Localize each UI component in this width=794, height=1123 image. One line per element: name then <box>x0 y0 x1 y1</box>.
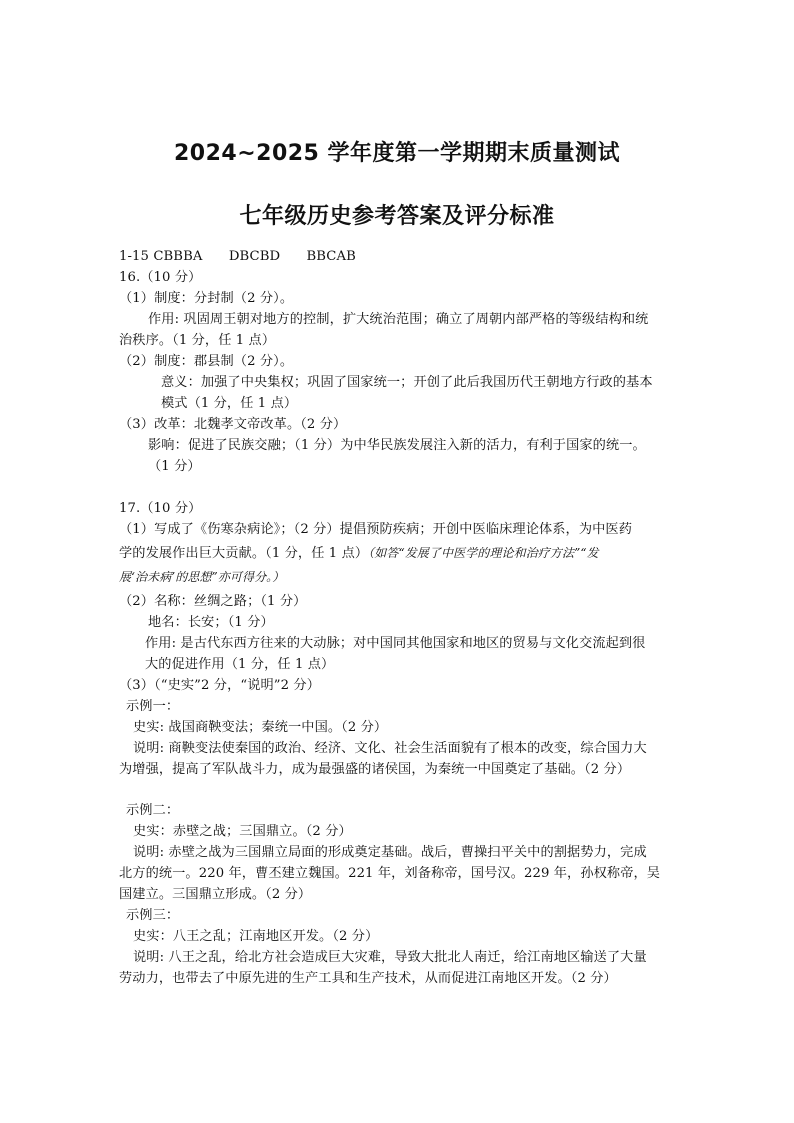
q17-header: 17.（10 分） <box>119 501 202 516</box>
example-2-label: 示例二： <box>126 803 180 818</box>
q16-part2-meaning-line1: 意义：加强了中央集权；巩固了国家统一；开创了此后我国历代王朝地方行政的基本 <box>161 375 653 390</box>
page-subtitle: 七年级历史参考答案及评分标准 <box>239 204 555 229</box>
mc-answers-line <box>119 250 356 263</box>
example-3-explain-line2: 劳动力，也带去了中原先进的生产工具和生产技术，从而促进江南地区开发。（2 分） <box>119 971 617 986</box>
q16-part3-answer: （3）改革：北魏孝文帝改革。（2 分） <box>119 417 347 432</box>
example-3-explain-line1: 说明: 八王之乱，给北方社会造成巨大灾难，导致大批北人南迁，给江南地区输送了大量 <box>133 950 647 965</box>
q16-part3-impact-line2: （1 分） <box>148 459 201 474</box>
example-2-fact: 史实：赤壁之战；三国鼎立。（2 分） <box>133 824 352 839</box>
example-1-fact: 史实: 战国商鞅变法；秦统一中国。（2 分） <box>133 720 388 735</box>
q17-part2-place: 地名：长安；（1 分） <box>148 615 274 630</box>
q17-part1-line1: （1）写成了《伤寒杂病论》；（2 分）提倡预防疾病；开创中医临床理论体系，为中医药 <box>119 522 632 537</box>
q17-part2-effect-line1: 作用: 是古代东西方往来的大动脉；对中国同其他国家和地区的贸易与文化交流起到很 <box>145 636 646 651</box>
q17-part1-note-line2: 展‘治未病’的思想”亦可得分。） <box>119 570 285 584</box>
example-1-explain-line2: 为增强，提高了军队战斗力，成为最强盛的诸侯国，为秦统一中国奠定了基础。（2 分） <box>119 762 631 777</box>
example-1-label: 示例一： <box>126 699 180 714</box>
q17-part1-line2-text: 学的发展作出巨大贡献。（1 分，任 1 点） <box>119 546 369 561</box>
mc-group-2: DBCBD <box>228 249 281 264</box>
mc-group-3: BBCAB <box>306 249 356 264</box>
page-title: 2024~2025 学年度第一学期期末质量测试 <box>173 141 621 166</box>
example-1-explain-line1: 说明: 商鞅变法使秦国的政治、经济、文化、社会生活面貌有了根本的改变，综合国力大 <box>133 741 647 756</box>
q16-part1-effect-line2: 治秩序。（1 分，任 1 点） <box>119 333 276 348</box>
example-2-explain-line1: 说明: 赤壁之战为三国鼎立局面的形成奠定基础。战后，曹操扫平关中的割据势力，完成 <box>133 845 647 860</box>
q17-part2-name: （2）名称：丝绸之路；（1 分） <box>119 594 307 609</box>
q16-part2-answer: （2）制度：郡县制（2 分）。 <box>119 354 294 369</box>
q17-part1-line2 <box>119 547 599 560</box>
q16-header: 16.（10 分） <box>119 270 202 285</box>
q17-part3-header: （3）（“史实”2 分，“说明”2 分） <box>119 678 320 693</box>
example-2-explain-line2: 北方的统一。220 年，曹丕建立魏国。221 年，刘备称帝，国号汉。229 年，孙权称帝，吴 <box>119 866 661 881</box>
q16-part1-effect-line1: 作用: 巩固周王朝对地方的控制，扩大统治范围；确立了周朝内部严格的等级结构和统 <box>148 312 649 327</box>
q16-part3-impact-line1: 影响：促进了民族交融；（1 分）为中华民族发展注入新的活力，有利于国家的统一。 <box>148 438 646 453</box>
q16-part2-meaning-line2: 模式（1 分，任 1 点） <box>161 396 298 411</box>
q17-part2-effect-line2: 大的促进作用（1 分，任 1 点） <box>145 657 335 672</box>
example-3-fact: 史实：八王之乱；江南地区开发。（2 分） <box>133 929 379 944</box>
q16-part1-answer: （1）制度：分封制（2 分）。 <box>119 291 294 306</box>
mc-group-1: CBBBA <box>153 249 203 264</box>
q17-part1-note-line1: （如答“发展了中医学的理论和治疗方法”“发 <box>368 546 599 560</box>
mc-range: 1-15 <box>119 249 150 264</box>
example-3-label: 示例三： <box>126 908 180 923</box>
example-2-explain-line3: 国建立。三国鼎立形成。（2 分） <box>119 887 312 902</box>
